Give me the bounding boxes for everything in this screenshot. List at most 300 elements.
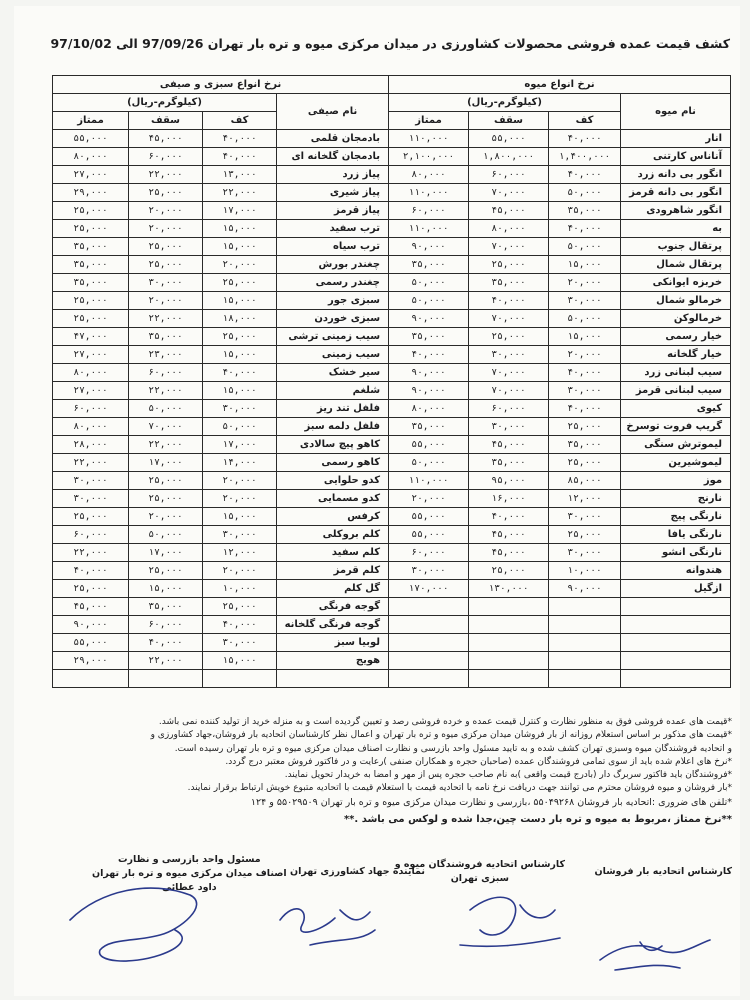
veg-name-cell: چغندر بورش bbox=[277, 256, 389, 274]
veg-max-cell: ۲۵,۰۰۰ bbox=[129, 562, 203, 580]
table-row bbox=[53, 454, 731, 472]
fruit-name-cell: خیار گلخانه bbox=[621, 346, 731, 364]
fruit-min-cell: ۵۰,۰۰۰ bbox=[549, 310, 621, 328]
fruit-min-cell: ۵۰,۰۰۰ bbox=[549, 238, 621, 256]
table-row bbox=[53, 472, 731, 490]
fruit-min-cell: ۱۲,۰۰۰ bbox=[549, 490, 621, 508]
fruit-premium-header: ممتاز bbox=[389, 112, 469, 130]
fruit-premium-cell: ۵۰,۰۰۰ bbox=[389, 274, 469, 292]
fruit-name-cell: انگور شاهرودی bbox=[621, 202, 731, 220]
fruit-max-cell: ۴۵,۰۰۰ bbox=[469, 526, 549, 544]
veg-premium-cell: ۲۷,۰۰۰ bbox=[53, 166, 129, 184]
table-row bbox=[53, 328, 731, 346]
fruit-max-cell: ۲۵,۰۰۰ bbox=[469, 562, 549, 580]
fruit-name-cell: لیموشیرین bbox=[621, 454, 731, 472]
signatory-inspection: مسئول واحد بازرسی و نظارت اصناف میدان مرکزی میوه و تره بار تهران داود عطائی bbox=[92, 854, 287, 893]
fruit-min-cell: ۵۰,۰۰۰ bbox=[549, 184, 621, 202]
veg-name-cell: کدو مسمایی bbox=[277, 490, 389, 508]
veg-premium-cell: ۵۵,۰۰۰ bbox=[53, 634, 129, 652]
fruit-premium-cell: ۵۵,۰۰۰ bbox=[389, 508, 469, 526]
veg-premium-cell: ۲۵,۰۰۰ bbox=[53, 580, 129, 598]
veg-max-cell: ۲۵,۰۰۰ bbox=[129, 256, 203, 274]
fruit-premium-cell: ۲۰,۰۰۰ bbox=[389, 490, 469, 508]
veg-min-cell: ۱۲,۰۰۰ bbox=[203, 544, 277, 562]
table-row bbox=[53, 616, 731, 634]
table-row bbox=[53, 310, 731, 328]
veg-name-cell: فلفل تند ریز bbox=[277, 400, 389, 418]
veg-max-cell: ۲۵,۰۰۰ bbox=[129, 184, 203, 202]
veg-min-cell: ۲۰,۰۰۰ bbox=[203, 490, 277, 508]
fruit-premium-cell: ۹۰,۰۰۰ bbox=[389, 310, 469, 328]
table-row bbox=[53, 130, 731, 148]
veg-premium-cell: ۲۸,۰۰۰ bbox=[53, 436, 129, 454]
fruit-max-cell bbox=[469, 598, 549, 616]
veg-min-cell: ۲۰,۰۰۰ bbox=[203, 472, 277, 490]
veg-max-cell: ۲۰,۰۰۰ bbox=[129, 508, 203, 526]
page-title: کشف قیمت عمده فروشی محصولات کشاورزی در میدان مرکزی میوه و تره بار تهران 97/09/26 الی 97/10/02 bbox=[50, 36, 730, 51]
veg-premium-cell: ۴۷,۰۰۰ bbox=[53, 328, 129, 346]
veg-min-cell: ۲۵,۰۰۰ bbox=[203, 328, 277, 346]
fruit-name-cell bbox=[621, 598, 731, 616]
veg-min-cell: ۴۰,۰۰۰ bbox=[203, 148, 277, 166]
veg-premium-cell: ۶۰,۰۰۰ bbox=[53, 526, 129, 544]
veg-min-cell: ۴۰,۰۰۰ bbox=[203, 130, 277, 148]
fruit-name-cell: پرتقال جنوب bbox=[621, 238, 731, 256]
veg-min-cell: ۱۵,۰۰۰ bbox=[203, 508, 277, 526]
fruit-max-cell: ۴۵,۰۰۰ bbox=[469, 544, 549, 562]
veg-name-cell: کاهو پیچ سالادی bbox=[277, 436, 389, 454]
fruit-max-cell: ۴۰,۰۰۰ bbox=[469, 508, 549, 526]
veg-name-cell: گل کلم bbox=[277, 580, 389, 598]
veg-min-cell: ۲۲,۰۰۰ bbox=[203, 184, 277, 202]
veg-name-cell bbox=[277, 670, 389, 688]
veg-name-cell: شلغم bbox=[277, 382, 389, 400]
veg-name-cell: ترب سفید bbox=[277, 220, 389, 238]
fruit-name-cell: خیار رسمی bbox=[621, 328, 731, 346]
table-row bbox=[53, 202, 731, 220]
veg-max-cell: ۵۰,۰۰۰ bbox=[129, 400, 203, 418]
fruit-premium-cell: ۵۵,۰۰۰ bbox=[389, 526, 469, 544]
fruit-unit-label: (کیلوگرم-ریال) bbox=[389, 94, 621, 112]
veg-max-cell: ۶۰,۰۰۰ bbox=[129, 364, 203, 382]
fruit-max-cell bbox=[469, 670, 549, 688]
fruit-name-cell bbox=[621, 616, 731, 634]
table-row bbox=[53, 184, 731, 202]
veg-min-cell: ۲۵,۰۰۰ bbox=[203, 274, 277, 292]
fruit-premium-cell: ۳۵,۰۰۰ bbox=[389, 328, 469, 346]
section-header-row bbox=[53, 76, 731, 94]
premium-note: **نرخ ممتاز ،مربوط به میوه و تره بار دست چین،جدا شده و لوکس می باشد .** bbox=[343, 814, 732, 826]
fruit-max-cell: ۳۵,۰۰۰ bbox=[469, 454, 549, 472]
fruit-min-cell: ۳۰,۰۰۰ bbox=[549, 382, 621, 400]
fruit-max-cell bbox=[469, 634, 549, 652]
fruit-max-cell bbox=[469, 652, 549, 670]
veg-premium-cell: ۲۲,۰۰۰ bbox=[53, 454, 129, 472]
veg-min-cell: ۱۷,۰۰۰ bbox=[203, 202, 277, 220]
fruit-min-cell bbox=[549, 652, 621, 670]
veg-name-cell: فلفل دلمه سبز bbox=[277, 418, 389, 436]
fruit-min-cell: ۲۰,۰۰۰ bbox=[549, 274, 621, 292]
veg-max-cell: ۲۰,۰۰۰ bbox=[129, 292, 203, 310]
fruit-name-cell: کیوی bbox=[621, 400, 731, 418]
fruit-min-cell: ۹۰,۰۰۰ bbox=[549, 580, 621, 598]
veg-name-cell: گوجه فرنگی bbox=[277, 598, 389, 616]
veg-premium-cell: ۲۷,۰۰۰ bbox=[53, 382, 129, 400]
table-row bbox=[53, 652, 731, 670]
note-line: *فروشندگان باید فاکتور سربرگ دار (بادرج قیمت واقعی )به نام صاحب حجره پس از مهر و امضا به خریدار تحویل نمایند. bbox=[284, 770, 732, 781]
note-line: *نرخ های اعلام شده باید از سوی تمامی فروشندگان عمده (صاحبان حجره و همکاران صنفی )رعایت و در فاکتور فروش معتبر درج گردد. bbox=[225, 756, 732, 767]
veg-name-cell: پیاز زرد bbox=[277, 166, 389, 184]
fruit-min-cell: ۱۰,۰۰۰ bbox=[549, 562, 621, 580]
veg-min-cell: ۱۰,۰۰۰ bbox=[203, 580, 277, 598]
fruit-premium-cell bbox=[389, 652, 469, 670]
price-rows bbox=[53, 130, 731, 688]
fruit-premium-cell: ۵۰,۰۰۰ bbox=[389, 292, 469, 310]
veg-premium-cell: ۲۹,۰۰۰ bbox=[53, 184, 129, 202]
veg-min-cell: ۱۸,۰۰۰ bbox=[203, 310, 277, 328]
veg-max-cell: ۱۵,۰۰۰ bbox=[129, 580, 203, 598]
fruit-max-cell: ۷۰,۰۰۰ bbox=[469, 184, 549, 202]
fruit-premium-cell: ۹۰,۰۰۰ bbox=[389, 382, 469, 400]
fruit-min-cell: ۲۵,۰۰۰ bbox=[549, 454, 621, 472]
table-row bbox=[53, 148, 731, 166]
table-row bbox=[53, 598, 731, 616]
note-line: و اتحادیه فروشندگان میوه وسبزی تهران کشف شده و به تایید مسئول واحد بازرسی و نظارت اصناف میدان مرکزی میوه و تره بار تهران رسیده است. bbox=[174, 743, 732, 754]
note-line: *قیمت های عمده فروشی فوق به منظور نظارت و کنترل قیمت عمده و خرده فروشی رصد و تعیین گردیده است و به منزله خرید از تولید کننده نمی باشد. bbox=[158, 717, 732, 727]
fruit-name-cell: آناناس کارتنی bbox=[621, 148, 731, 166]
fruit-max-cell: ۷۰,۰۰۰ bbox=[469, 310, 549, 328]
fruit-max-cell bbox=[469, 616, 549, 634]
fruit-section-header: نرخ انواع میوه bbox=[389, 76, 731, 94]
fruit-premium-cell: ۳۰,۰۰۰ bbox=[389, 562, 469, 580]
note-line: *بار فروشان و میوه فروشان محترم می توانند جهت دریافت نرخ نامه با اتحادیه قیمت با استعلام قیمت با اتحادیه متبوع خویش ارتباط برقرار نمایند. bbox=[187, 783, 732, 794]
table-row bbox=[53, 238, 731, 256]
veg-premium-cell: ۳۰,۰۰۰ bbox=[53, 490, 129, 508]
fruit-max-header: سقف bbox=[469, 112, 549, 130]
fruit-name-cell: خرمالوکن bbox=[621, 310, 731, 328]
veg-max-cell: ۴۵,۰۰۰ bbox=[129, 130, 203, 148]
veg-min-cell: ۲۵,۰۰۰ bbox=[203, 598, 277, 616]
fruit-premium-cell: ۱۱۰,۰۰۰ bbox=[389, 184, 469, 202]
notes-block bbox=[60, 716, 732, 826]
veg-name-cell: کلم بروکلی bbox=[277, 526, 389, 544]
veg-max-cell: ۲۵,۰۰۰ bbox=[129, 472, 203, 490]
veg-name-cell: سیب زمینی bbox=[277, 346, 389, 364]
veg-min-cell: ۱۵,۰۰۰ bbox=[203, 382, 277, 400]
fruit-premium-cell: ۱۱۰,۰۰۰ bbox=[389, 472, 469, 490]
veg-premium-cell: ۲۵,۰۰۰ bbox=[53, 310, 129, 328]
veg-max-cell: ۲۵,۰۰۰ bbox=[129, 490, 203, 508]
veg-premium-cell: ۲۷,۰۰۰ bbox=[53, 346, 129, 364]
unit-row bbox=[53, 94, 731, 112]
veg-premium-cell: ۸۰,۰۰۰ bbox=[53, 418, 129, 436]
veg-premium-cell: ۴۰,۰۰۰ bbox=[53, 562, 129, 580]
veg-name-cell: کرفس bbox=[277, 508, 389, 526]
veg-name-cell: بادمجان گلخانه ای bbox=[277, 148, 389, 166]
fruit-min-cell: ۴۰,۰۰۰ bbox=[549, 400, 621, 418]
veg-name-header: نام صیفی bbox=[277, 94, 389, 130]
fruit-premium-cell: ۳۵,۰۰۰ bbox=[389, 418, 469, 436]
note-line: *قیمت های مذکور بر اساس استعلام روزانه از بار فروشان میدان مرکزی میوه و تره بار تهران و اعمال نظر کارشناسان اتحادیه بار فروشان،جهاد کشاورزی و bbox=[150, 730, 732, 741]
veg-max-cell: ۳۵,۰۰۰ bbox=[129, 598, 203, 616]
fruit-premium-cell: ۹۰,۰۰۰ bbox=[389, 238, 469, 256]
fruit-name-cell: گریپ فروت توسرخ bbox=[621, 418, 731, 436]
fruit-max-cell: ۵۵,۰۰۰ bbox=[469, 130, 549, 148]
veg-min-cell: ۲۰,۰۰۰ bbox=[203, 256, 277, 274]
fruit-premium-cell: ۹۰,۰۰۰ bbox=[389, 364, 469, 382]
table-row bbox=[53, 166, 731, 184]
fruit-max-cell: ۶۰,۰۰۰ bbox=[469, 166, 549, 184]
veg-max-cell: ۵۰,۰۰۰ bbox=[129, 526, 203, 544]
fruit-max-cell: ۱,۸۰۰,۰۰۰ bbox=[469, 148, 549, 166]
veg-max-cell: ۴۰,۰۰۰ bbox=[129, 634, 203, 652]
fruit-max-cell: ۴۵,۰۰۰ bbox=[469, 202, 549, 220]
fruit-max-cell: ۲۵,۰۰۰ bbox=[469, 256, 549, 274]
table-row bbox=[53, 220, 731, 238]
fruit-min-header: کف bbox=[549, 112, 621, 130]
table-row bbox=[53, 490, 731, 508]
fruit-name-header: نام میوه bbox=[621, 94, 731, 130]
fruit-name-cell: سیب لبنانی زرد bbox=[621, 364, 731, 382]
fruit-max-cell: ۴۰,۰۰۰ bbox=[469, 292, 549, 310]
veg-unit-label: (کیلوگرم-ریال) bbox=[53, 94, 277, 112]
table-row bbox=[53, 634, 731, 652]
table-row bbox=[53, 274, 731, 292]
veg-min-cell: ۴۰,۰۰۰ bbox=[203, 616, 277, 634]
veg-max-cell: ۶۰,۰۰۰ bbox=[129, 148, 203, 166]
fruit-premium-cell: ۱۱۰,۰۰۰ bbox=[389, 220, 469, 238]
fruit-min-cell: ۴۰,۰۰۰ bbox=[549, 364, 621, 382]
fruit-name-cell: پرتقال شمال bbox=[621, 256, 731, 274]
fruit-min-cell bbox=[549, 616, 621, 634]
fruit-max-cell: ۲۵,۰۰۰ bbox=[469, 328, 549, 346]
fruit-min-cell: ۳۵,۰۰۰ bbox=[549, 436, 621, 454]
table-row bbox=[53, 544, 731, 562]
veg-min-cell: ۱۷,۰۰۰ bbox=[203, 436, 277, 454]
veg-max-cell: ۲۵,۰۰۰ bbox=[129, 238, 203, 256]
veg-name-cell: سیر خشک bbox=[277, 364, 389, 382]
fruit-name-cell bbox=[621, 670, 731, 688]
fruit-name-cell: به bbox=[621, 220, 731, 238]
fruit-name-cell: انگور بی دانه زرد bbox=[621, 166, 731, 184]
fruit-name-cell: سیب لبنانی قرمز bbox=[621, 382, 731, 400]
veg-name-cell: ترب سیاه bbox=[277, 238, 389, 256]
fruit-name-cell bbox=[621, 634, 731, 652]
fruit-min-cell: ۲۵,۰۰۰ bbox=[549, 526, 621, 544]
veg-premium-cell: ۲۹,۰۰۰ bbox=[53, 652, 129, 670]
fruit-min-cell bbox=[549, 634, 621, 652]
veg-min-cell: ۱۳,۰۰۰ bbox=[203, 166, 277, 184]
fruit-name-cell: نارنج bbox=[621, 490, 731, 508]
fruit-max-cell: ۳۵,۰۰۰ bbox=[469, 274, 549, 292]
fruit-premium-cell bbox=[389, 616, 469, 634]
veg-name-cell: سبزی جور bbox=[277, 292, 389, 310]
fruit-name-cell: نارنگی انشو bbox=[621, 544, 731, 562]
table-row bbox=[53, 364, 731, 382]
veg-name-cell: کلم سفید bbox=[277, 544, 389, 562]
veg-name-cell: پیاز شیری bbox=[277, 184, 389, 202]
veg-max-cell: ۲۲,۰۰۰ bbox=[129, 310, 203, 328]
veg-premium-cell: ۲۲,۰۰۰ bbox=[53, 544, 129, 562]
fruit-max-cell: ۷۰,۰۰۰ bbox=[469, 364, 549, 382]
fruit-max-cell: ۳۰,۰۰۰ bbox=[469, 346, 549, 364]
table-row bbox=[53, 346, 731, 364]
fruit-premium-cell: ۸۰,۰۰۰ bbox=[389, 166, 469, 184]
veg-name-cell: کاهو رسمی bbox=[277, 454, 389, 472]
table-row bbox=[53, 292, 731, 310]
veg-min-cell: ۱۴,۰۰۰ bbox=[203, 454, 277, 472]
fruit-name-cell: خربزه ایوانکی bbox=[621, 274, 731, 292]
veg-max-cell: ۲۰,۰۰۰ bbox=[129, 202, 203, 220]
fruit-min-cell: ۴۰,۰۰۰ bbox=[549, 166, 621, 184]
fruit-max-cell: ۷۰,۰۰۰ bbox=[469, 382, 549, 400]
veg-premium-cell: ۲۵,۰۰۰ bbox=[53, 508, 129, 526]
fruit-name-cell: انگور بی دانه قرمز bbox=[621, 184, 731, 202]
veg-premium-cell: ۳۵,۰۰۰ bbox=[53, 238, 129, 256]
fruit-max-cell: ۷۰,۰۰۰ bbox=[469, 238, 549, 256]
veg-min-cell bbox=[203, 670, 277, 688]
fruit-min-cell bbox=[549, 598, 621, 616]
veg-max-cell: ۱۷,۰۰۰ bbox=[129, 454, 203, 472]
fruit-min-cell: ۲۵,۰۰۰ bbox=[549, 418, 621, 436]
fruit-name-cell: هندوانه bbox=[621, 562, 731, 580]
veg-max-cell: ۲۰,۰۰۰ bbox=[129, 220, 203, 238]
table-row bbox=[53, 580, 731, 598]
veg-min-cell: ۱۵,۰۰۰ bbox=[203, 238, 277, 256]
fruit-min-cell bbox=[549, 670, 621, 688]
veg-premium-cell: ۲۵,۰۰۰ bbox=[53, 202, 129, 220]
fruit-premium-cell: ۸۰,۰۰۰ bbox=[389, 400, 469, 418]
fruit-name-cell: موز bbox=[621, 472, 731, 490]
signatory-jahad: نماینده جهاد کشاورزی تهران bbox=[290, 866, 425, 877]
fruit-min-cell: ۸۵,۰۰۰ bbox=[549, 472, 621, 490]
fruit-max-cell: ۹۵,۰۰۰ bbox=[469, 472, 549, 490]
table-row bbox=[53, 670, 731, 688]
signatory-fruit-union: کارشناس اتحادیه فروشندگان میوه و سبزی تهران bbox=[394, 859, 565, 884]
veg-premium-cell: ۳۵,۰۰۰ bbox=[53, 274, 129, 292]
veg-premium-cell: ۵۵,۰۰۰ bbox=[53, 130, 129, 148]
veg-min-cell: ۳۰,۰۰۰ bbox=[203, 400, 277, 418]
veg-premium-cell: ۲۵,۰۰۰ bbox=[53, 292, 129, 310]
fruit-name-cell: انار bbox=[621, 130, 731, 148]
signatory-barforushan: کارشناس اتحادیه بار فروشان bbox=[594, 866, 732, 877]
fruit-premium-cell: ۶۰,۰۰۰ bbox=[389, 202, 469, 220]
veg-name-cell: سبزی خوردن bbox=[277, 310, 389, 328]
table-row bbox=[53, 526, 731, 544]
fruit-min-cell: ۴۰,۰۰۰ bbox=[549, 130, 621, 148]
veg-name-cell: چغندر رسمی bbox=[277, 274, 389, 292]
veg-min-cell: ۵۰,۰۰۰ bbox=[203, 418, 277, 436]
fruit-min-cell: ۴۰,۰۰۰ bbox=[549, 220, 621, 238]
veg-name-cell: سیب زمینی ترشی bbox=[277, 328, 389, 346]
table-row bbox=[53, 418, 731, 436]
fruit-max-cell: ۴۵,۰۰۰ bbox=[469, 436, 549, 454]
veg-name-cell: لوبیا سبز bbox=[277, 634, 389, 652]
fruit-max-cell: ۳۰,۰۰۰ bbox=[469, 418, 549, 436]
fruit-max-cell: ۶۰,۰۰۰ bbox=[469, 400, 549, 418]
veg-premium-cell: ۳۵,۰۰۰ bbox=[53, 256, 129, 274]
table-row bbox=[53, 436, 731, 454]
veg-section-header: نرخ انواع سبزی و صیفی bbox=[53, 76, 389, 94]
veg-name-cell: بادمجان قلمی bbox=[277, 130, 389, 148]
phone-line: *تلفن های ضروری :اتحادیه بار فروشان ۵۵۰۴۹۲۶۸ ،بازرسی و نظارت میدان مرکزی میوه و تره بار تهران ۵۵۰۲۹۵۰۹ و ۱۲۴ bbox=[250, 796, 732, 808]
table-row bbox=[53, 508, 731, 526]
veg-name-cell: پیاز قرمز bbox=[277, 202, 389, 220]
fruit-max-cell: ۱۶,۰۰۰ bbox=[469, 490, 549, 508]
veg-premium-cell: ۶۰,۰۰۰ bbox=[53, 400, 129, 418]
veg-premium-cell: ۸۰,۰۰۰ bbox=[53, 364, 129, 382]
fruit-name-cell: ازگیل bbox=[621, 580, 731, 598]
veg-min-cell: ۱۵,۰۰۰ bbox=[203, 652, 277, 670]
veg-max-cell: ۳۰,۰۰۰ bbox=[129, 274, 203, 292]
veg-name-cell: گوجه فرنگی گلخانه bbox=[277, 616, 389, 634]
veg-min-cell: ۱۵,۰۰۰ bbox=[203, 346, 277, 364]
fruit-min-cell: ۲۰,۰۰۰ bbox=[549, 346, 621, 364]
veg-premium-cell: ۸۰,۰۰۰ bbox=[53, 148, 129, 166]
fruit-name-cell: نارنگی یافا bbox=[621, 526, 731, 544]
fruit-premium-cell: ۲,۱۰۰,۰۰۰ bbox=[389, 148, 469, 166]
price-table bbox=[52, 75, 731, 688]
fruit-premium-cell bbox=[389, 670, 469, 688]
veg-max-cell: ۲۲,۰۰۰ bbox=[129, 652, 203, 670]
veg-max-cell: ۷۰,۰۰۰ bbox=[129, 418, 203, 436]
veg-max-cell: ۳۵,۰۰۰ bbox=[129, 328, 203, 346]
fruit-name-cell: لیموترش سنگی bbox=[621, 436, 731, 454]
fruit-premium-cell: ۱۱۰,۰۰۰ bbox=[389, 130, 469, 148]
veg-name-cell: کلم قرمز bbox=[277, 562, 389, 580]
fruit-min-cell: ۳۰,۰۰۰ bbox=[549, 544, 621, 562]
veg-premium-cell: ۴۵,۰۰۰ bbox=[53, 598, 129, 616]
fruit-premium-cell: ۳۵,۰۰۰ bbox=[389, 256, 469, 274]
fruit-premium-cell: ۵۵,۰۰۰ bbox=[389, 436, 469, 454]
veg-max-cell: ۲۲,۰۰۰ bbox=[129, 436, 203, 454]
veg-name-cell: کدو حلوایی bbox=[277, 472, 389, 490]
veg-max-cell: ۱۷,۰۰۰ bbox=[129, 544, 203, 562]
veg-premium-header: ممتاز bbox=[53, 112, 129, 130]
veg-min-header: کف bbox=[203, 112, 277, 130]
veg-min-cell: ۲۰,۰۰۰ bbox=[203, 562, 277, 580]
fruit-min-cell: ۳۰,۰۰۰ bbox=[549, 292, 621, 310]
veg-min-cell: ۳۰,۰۰۰ bbox=[203, 634, 277, 652]
veg-premium-cell: ۹۰,۰۰۰ bbox=[53, 616, 129, 634]
veg-max-cell: ۲۲,۰۰۰ bbox=[129, 166, 203, 184]
fruit-premium-cell bbox=[389, 598, 469, 616]
fruit-premium-cell: ۴۰,۰۰۰ bbox=[389, 346, 469, 364]
table-row bbox=[53, 400, 731, 418]
fruit-max-cell: ۱۳۰,۰۰۰ bbox=[469, 580, 549, 598]
veg-max-cell: ۶۰,۰۰۰ bbox=[129, 616, 203, 634]
fruit-name-cell bbox=[621, 652, 731, 670]
fruit-min-cell: ۱۵,۰۰۰ bbox=[549, 328, 621, 346]
table-row bbox=[53, 382, 731, 400]
fruit-name-cell: خرمالو شمال bbox=[621, 292, 731, 310]
fruit-premium-cell: ۶۰,۰۰۰ bbox=[389, 544, 469, 562]
fruit-premium-cell bbox=[389, 634, 469, 652]
fruit-min-cell: ۳۵,۰۰۰ bbox=[549, 202, 621, 220]
veg-min-cell: ۱۵,۰۰۰ bbox=[203, 220, 277, 238]
veg-premium-cell bbox=[53, 670, 129, 688]
fruit-premium-cell: ۱۷۰,۰۰۰ bbox=[389, 580, 469, 598]
veg-name-cell: هویج bbox=[277, 652, 389, 670]
veg-min-cell: ۳۰,۰۰۰ bbox=[203, 526, 277, 544]
fruit-name-cell: نارنگی پیج bbox=[621, 508, 731, 526]
fruit-min-cell: ۱,۴۰۰,۰۰۰ bbox=[549, 148, 621, 166]
fruit-premium-cell: ۵۰,۰۰۰ bbox=[389, 454, 469, 472]
veg-min-cell: ۱۵,۰۰۰ bbox=[203, 292, 277, 310]
veg-premium-cell: ۲۵,۰۰۰ bbox=[53, 220, 129, 238]
fruit-min-cell: ۳۰,۰۰۰ bbox=[549, 508, 621, 526]
veg-premium-cell: ۳۰,۰۰۰ bbox=[53, 472, 129, 490]
